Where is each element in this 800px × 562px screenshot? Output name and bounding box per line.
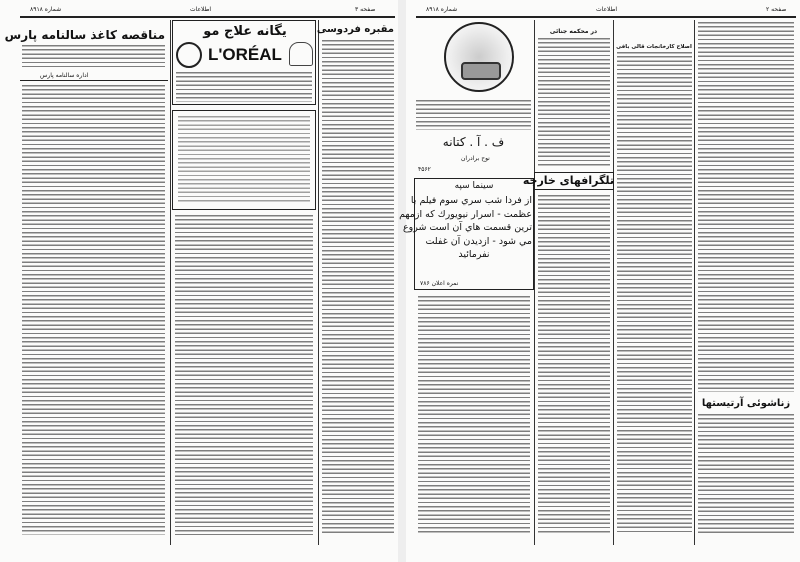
loreal-headline: یگانه علاج مو bbox=[203, 24, 287, 39]
ad-number: ۴۵۶۲ bbox=[418, 166, 431, 173]
loreal-body bbox=[176, 72, 312, 102]
cinema-line: ترين قسمت هاي آن است شروع bbox=[402, 222, 532, 233]
artists-title: زناشوئی آرتیستها bbox=[701, 398, 791, 409]
header-rule bbox=[416, 16, 796, 18]
column-divider bbox=[318, 20, 319, 545]
right-masthead: اطلاعات bbox=[596, 6, 618, 13]
tender-title: مناقصه کاغذ سالنامه پارس bbox=[4, 28, 165, 42]
company-ad-body bbox=[416, 100, 531, 130]
company-sub: نوح برادران bbox=[461, 155, 490, 162]
left-page-number: صفحه ۳ bbox=[355, 6, 376, 13]
column-divider bbox=[534, 20, 535, 545]
cinema-line: از فردا شب سري سوم فيلم با bbox=[410, 195, 532, 206]
ferdowsi-title: مقبره فردوسی bbox=[316, 24, 394, 35]
news-column bbox=[538, 195, 610, 535]
car-icon bbox=[461, 62, 501, 80]
column-divider bbox=[613, 20, 614, 545]
left-masthead: اطلاعات bbox=[190, 6, 212, 13]
news-column bbox=[538, 38, 610, 168]
ferdowsi-article bbox=[322, 40, 394, 535]
cinema-title: سینما سپه bbox=[454, 181, 494, 191]
section-reform: اصلاح کارخانجات قالی بافی bbox=[616, 44, 692, 50]
cinema-line: نفرمائيد bbox=[458, 249, 490, 260]
page-gutter bbox=[398, 0, 406, 562]
company-name: ف . آ . کتانه bbox=[442, 135, 505, 149]
artists-article bbox=[698, 414, 794, 534]
section-court: در محکمه جنائی bbox=[549, 28, 598, 35]
column-divider bbox=[694, 20, 695, 545]
portrait-icon bbox=[176, 42, 202, 68]
tender-body bbox=[22, 45, 165, 67]
cinema-body bbox=[399, 194, 532, 262]
header-rule bbox=[20, 16, 395, 18]
news-column bbox=[698, 22, 794, 392]
telegrams-title: تلگرافهای خارجه bbox=[522, 174, 614, 187]
cinema-ad-number: نمره اعلان ۷۸۶ bbox=[420, 280, 459, 287]
loreal-brand: L'ORÉAL bbox=[208, 45, 282, 64]
globe-car-illustration bbox=[444, 22, 514, 92]
cinema-line: مي شود - ازديدن آن غفلت bbox=[425, 235, 532, 247]
tender-signature: اداره سالنامه پارس bbox=[40, 72, 89, 79]
right-page-number: صفحه ۲ bbox=[766, 6, 787, 13]
cinema-line: عظمت - اسرار نيويورك كه ازمهم bbox=[399, 208, 532, 220]
divider bbox=[20, 80, 168, 81]
news-column bbox=[617, 52, 692, 535]
right-page bbox=[399, 0, 800, 562]
notices-column bbox=[22, 85, 165, 535]
column-divider bbox=[170, 20, 171, 545]
left-page bbox=[0, 0, 398, 562]
right-issue-number: شماره ۸۹۱۸ bbox=[426, 6, 458, 13]
news-column bbox=[418, 296, 530, 535]
portrait-icon bbox=[289, 42, 313, 66]
notices-column bbox=[175, 215, 313, 535]
handwritten-ad-body bbox=[178, 116, 310, 204]
left-issue-number: شماره ۸۹۱۸ bbox=[30, 6, 62, 13]
